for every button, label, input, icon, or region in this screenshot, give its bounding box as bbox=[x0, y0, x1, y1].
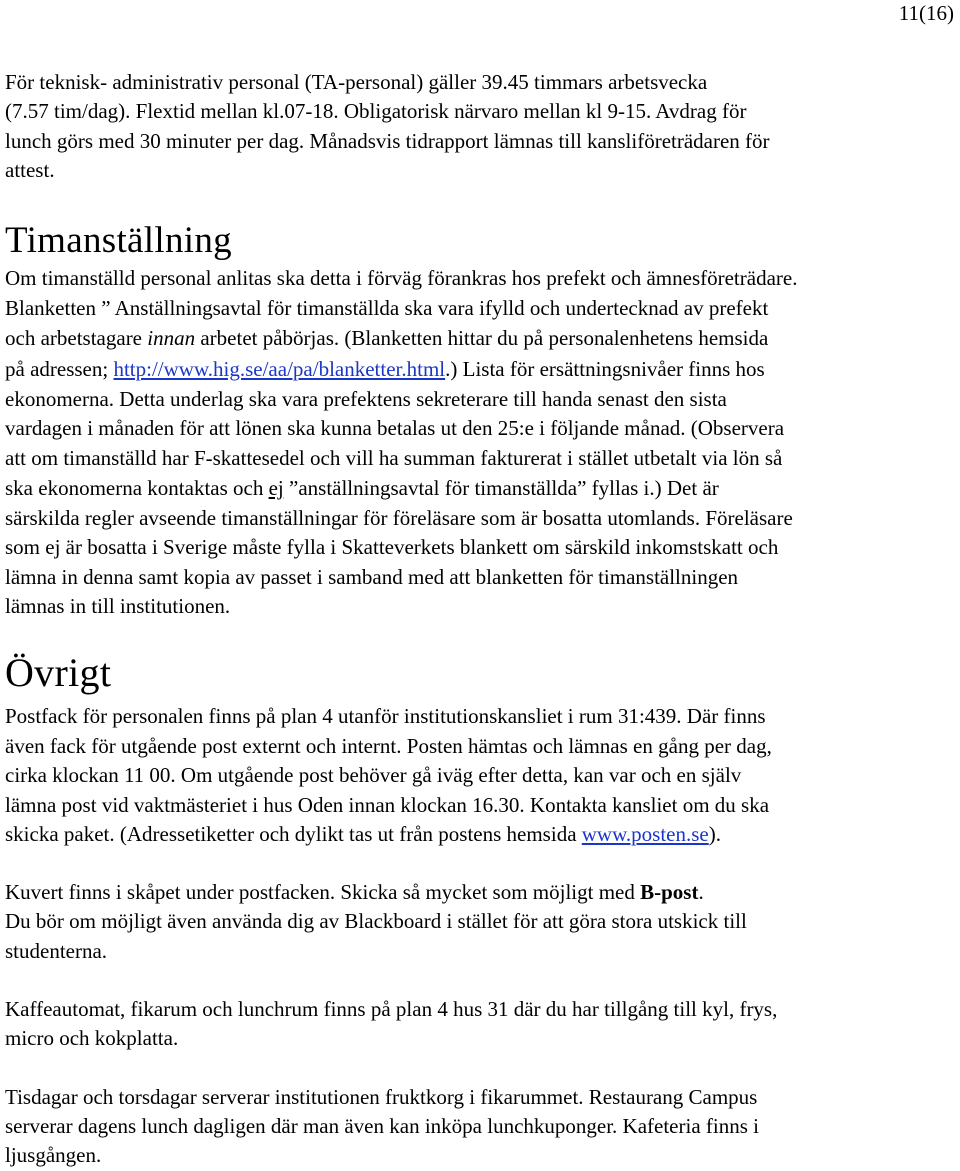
timanstallning-line-10: som ej är bosatta i Sverige måste fylla i Skatteverkets blankett om särskild inkomstskatt och bbox=[5, 535, 779, 559]
timanstallning-line-11: lämna in denna samt kopia av passet i samband med att blanketten för timanställningen bbox=[5, 565, 739, 589]
emphasis-innan: innan bbox=[147, 326, 196, 350]
text-fragment: och arbetstagare bbox=[5, 326, 143, 350]
ovrigt-para4-line-3: ljusgången. bbox=[5, 1143, 102, 1167]
timanstallning-line-7: att om timanställd har F-skattesedel och vill ha summan fakturerat i stället utbetalt via lön så bbox=[5, 446, 783, 470]
bold-b-post: B-post bbox=[640, 880, 699, 904]
posten-link[interactable]: www.posten.se bbox=[581, 822, 709, 846]
text-fragment: Kuvert finns i skåpet under postfacken. Skicka så mycket som möjligt med bbox=[5, 880, 635, 904]
intro-line-4: attest. bbox=[5, 158, 55, 182]
ovrigt-para2-line-2: Du bör om möjligt även använda dig av Blackboard i stället för att göra stora utskick till bbox=[5, 909, 747, 933]
intro-line-1: För teknisk- administrativ personal (TA-personal) gäller 39.45 timmars arbetsvecka bbox=[5, 70, 708, 94]
text-fragment: .) Lista för ersättningsnivåer finns hos bbox=[445, 357, 765, 381]
timanstallning-line-3 bbox=[5, 324, 955, 353]
ovrigt-para2-line-1 bbox=[5, 878, 955, 908]
intro-line-3: lunch görs med 30 minuter per dag. Månadsvis tidrapport lämnas till kansliföreträdaren för bbox=[5, 129, 770, 153]
ovrigt-para1-line-5 bbox=[5, 820, 955, 850]
ovrigt-para1-line-4: lämna post vid vaktmästeriet i hus Oden innan klockan 16.30. Kontakta kansliet om du ska bbox=[5, 793, 770, 817]
intro-line-2: (7.57 tim/dag). Flextid mellan kl.07-18. Obligatorisk närvaro mellan kl 9-15. Avdrag för bbox=[5, 99, 747, 123]
text-fragment: skicka paket. (Adressetiketter och dylikt tas ut från postens hemsida bbox=[5, 822, 577, 846]
ovrigt-para3-line-1: Kaffeautomat, fikarum och lunchrum finns på plan 4 hus 31 där du har tillgång till kyl, frys, bbox=[5, 997, 778, 1021]
timanstallning-line-8 bbox=[5, 474, 955, 503]
blanketter-link[interactable]: http://www.hig.se/aa/pa/blanketter.html bbox=[113, 357, 446, 381]
text-fragment: på adressen; bbox=[5, 357, 109, 381]
text-fragment: ska ekonomerna kontaktas och bbox=[5, 476, 264, 500]
text-fragment: arbetet påbörjas. (Blanketten hittar du på personalenhetens hemsida bbox=[200, 326, 769, 350]
text-fragment: ). bbox=[708, 822, 721, 846]
ovrigt-para1-line-3: cirka klockan 11 00. Om utgående post behöver gå iväg efter detta, kan var och en själv bbox=[5, 763, 742, 787]
text-fragment: ”anställningsavtal för timanställda” fyllas i.) Det är bbox=[289, 476, 719, 500]
timanstallning-line-6: vardagen i månaden för att lönen ska kunna betalas ut den 25:e i följande månad. (Observera bbox=[5, 416, 785, 440]
timanstallning-line-2: Blanketten ” Anställningsavtal för timanställda ska vara ifylld och undertecknad av prefekt bbox=[5, 296, 769, 320]
ovrigt-para2-line-3: studenterna. bbox=[5, 939, 108, 963]
text-fragment: . bbox=[698, 880, 704, 904]
underline-ej: ej bbox=[268, 476, 284, 500]
timanstallning-line-12: lämnas in till institutionen. bbox=[5, 594, 231, 618]
heading-ovrigt: Övrigt bbox=[5, 650, 112, 695]
timanstallning-line-5: ekonomerna. Detta underlag ska vara prefektens sekreterare till handa senast den sista bbox=[5, 387, 727, 411]
timanstallning-line-4 bbox=[5, 355, 955, 384]
ovrigt-para1-line-2: även fack för utgående post externt och internt. Posten hämtas och lämnas en gång per dag, bbox=[5, 734, 772, 758]
timanstallning-line-9: särskilda regler avseende timanställningar för föreläsare som är bosatta utomlands. Föreläsare bbox=[5, 506, 793, 530]
timanstallning-line-1: Om timanställd personal anlitas ska detta i förväg förankras hos prefekt och ämnesföreträdare. bbox=[5, 266, 798, 290]
ovrigt-para1-line-1: Postfack för personalen finns på plan 4 utanför institutionskansliet i rum 31:439. Där finns bbox=[5, 704, 766, 728]
ovrigt-para3-line-2: micro och kokplatta. bbox=[5, 1026, 179, 1050]
heading-timanstallning: Timanställning bbox=[5, 220, 232, 261]
ovrigt-para4-line-2: serverar dagens lunch dagligen där man även kan inköpa lunchkuponger. Kafeteria finns i bbox=[5, 1114, 759, 1138]
ovrigt-para4-line-1: Tisdagar och torsdagar serverar institutionen fruktkorg i fikarummet. Restaurang Campus bbox=[5, 1085, 758, 1109]
page-number: 11(16) bbox=[898, 1, 954, 25]
